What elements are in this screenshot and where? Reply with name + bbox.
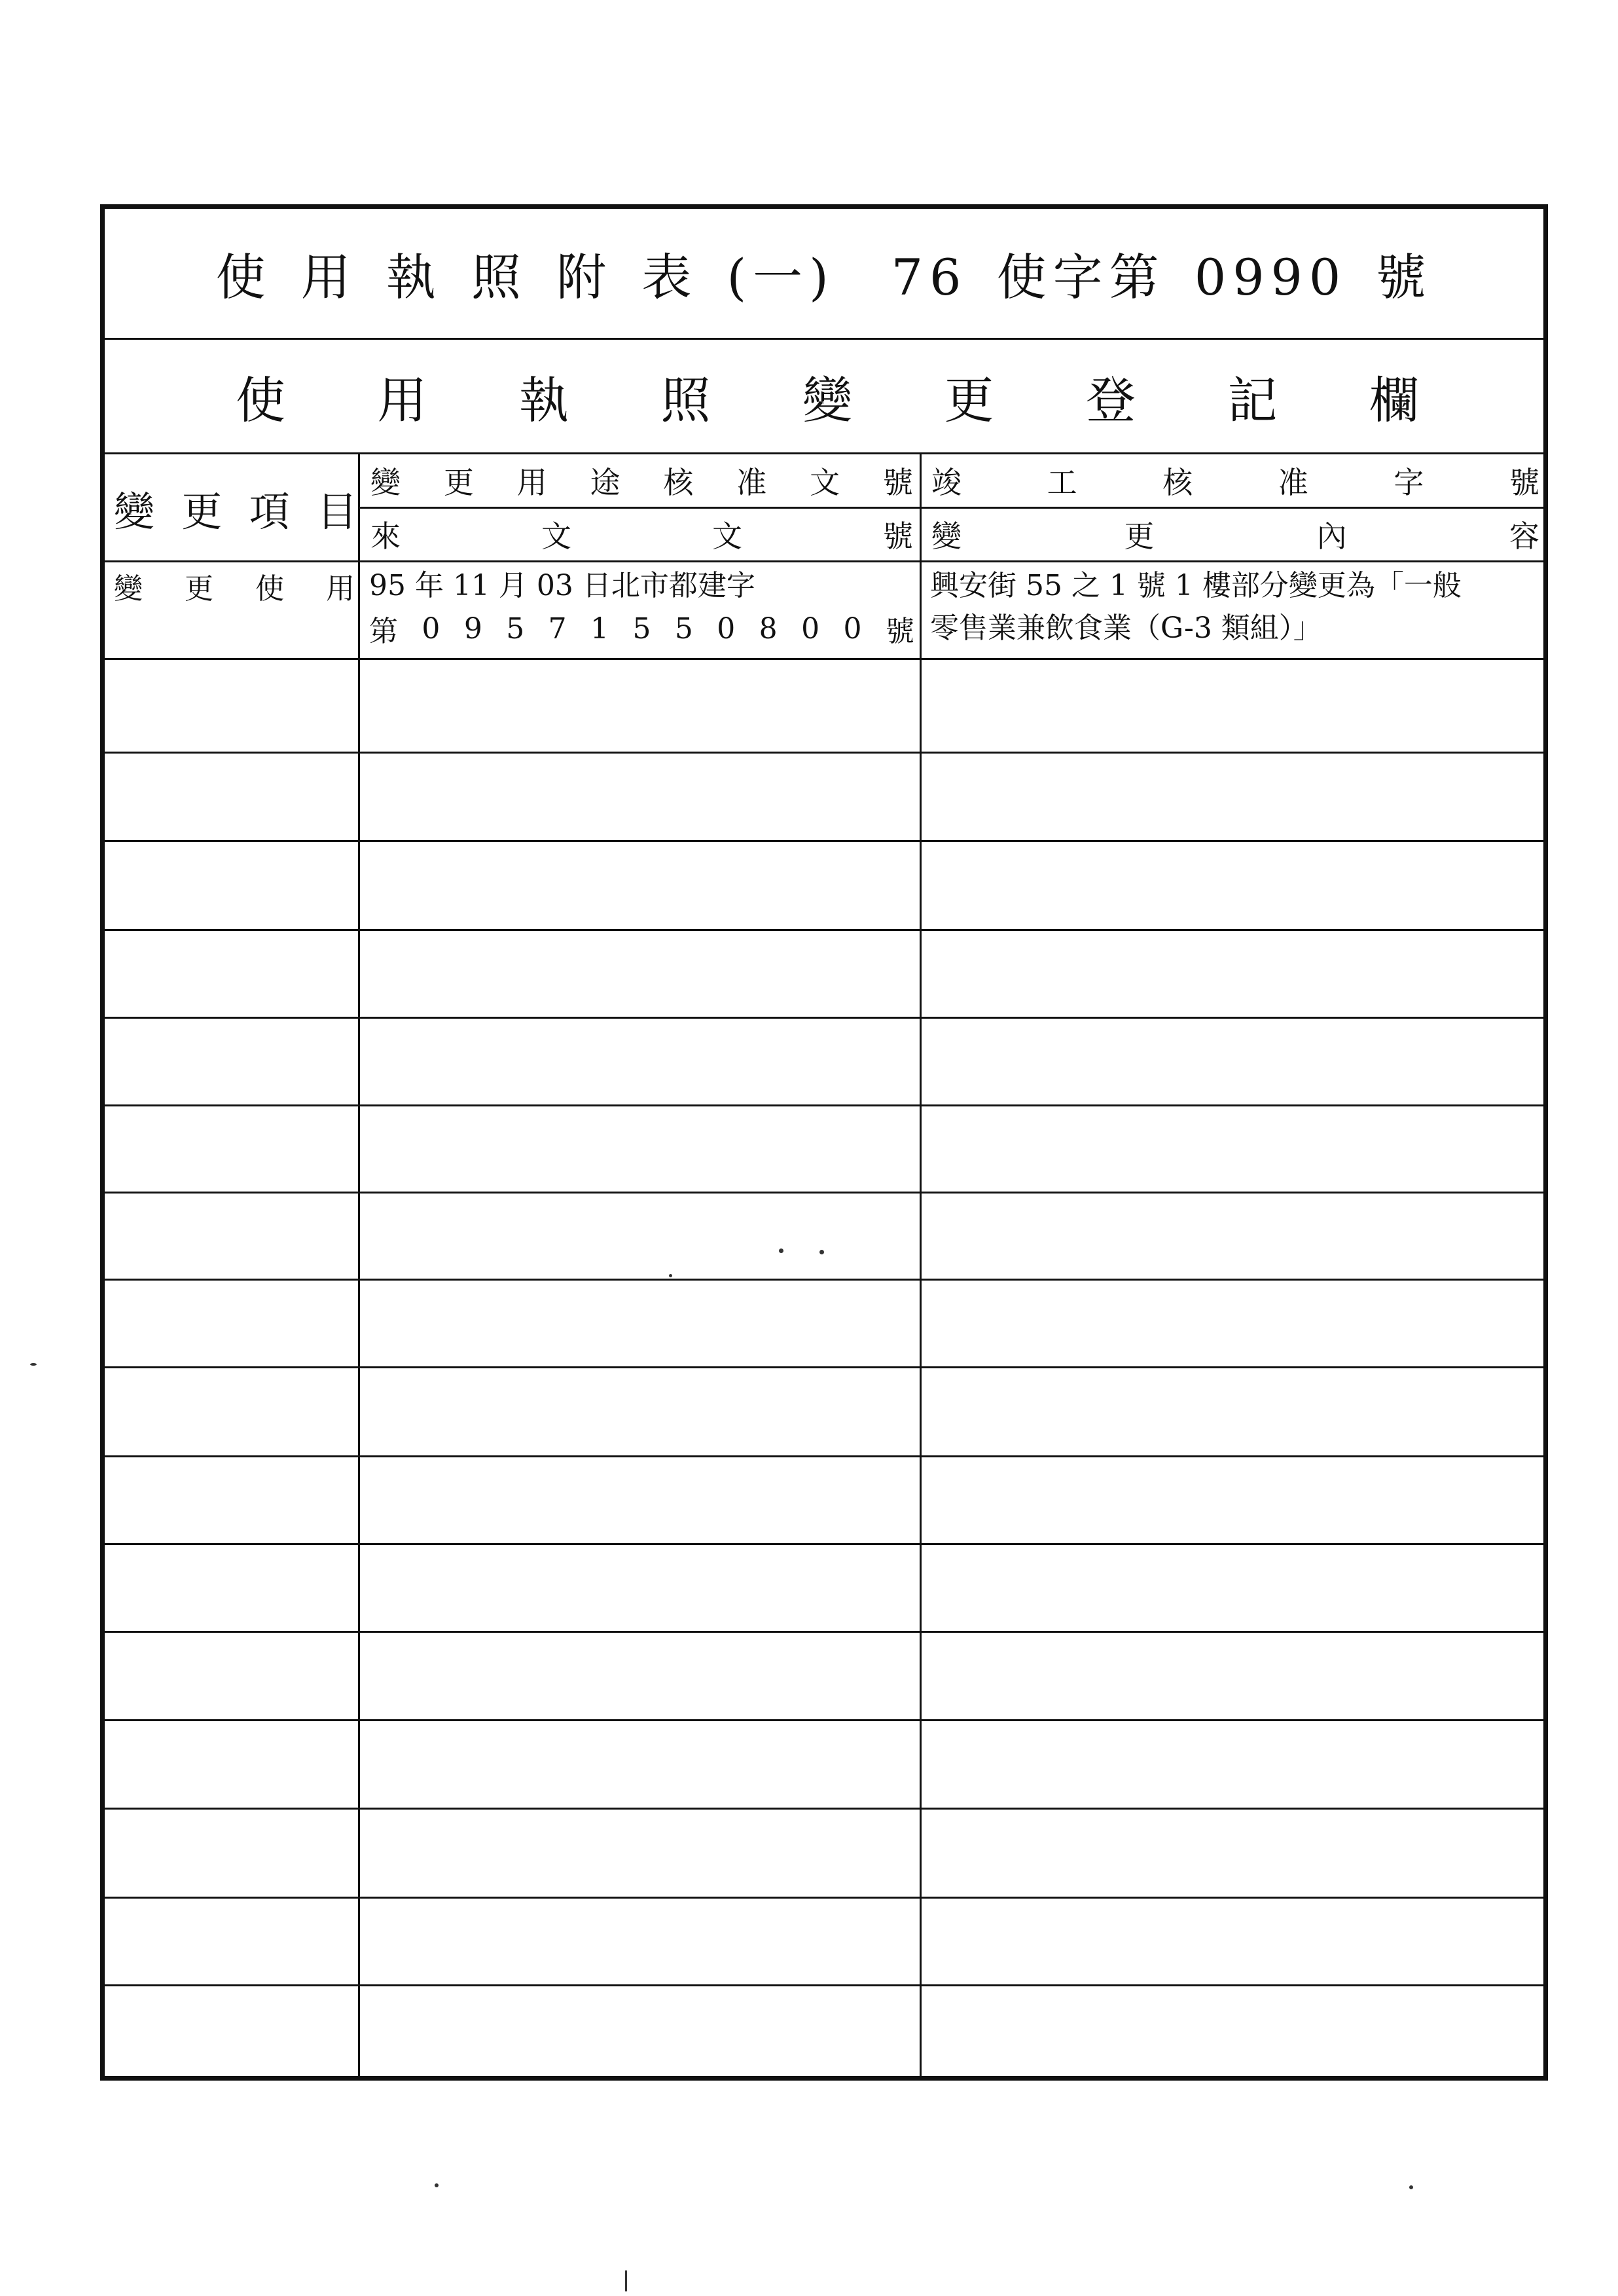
subtitle-char: 登 <box>1086 371 1136 429</box>
entry-char: 變 <box>114 572 143 606</box>
doc-char: 0 <box>843 611 862 646</box>
header-char: 變 <box>114 488 155 536</box>
header-char: 容 <box>1509 519 1539 554</box>
header-char: 用 <box>516 465 547 500</box>
scan-speck <box>819 1250 824 1254</box>
header-char: 項 <box>249 488 290 536</box>
row-line <box>105 1719 1543 1721</box>
header-char: 變 <box>931 519 962 554</box>
header-char: 號 <box>1509 465 1539 500</box>
header-char: 更 <box>1124 519 1155 554</box>
scan-speck <box>779 1248 783 1253</box>
doc-char: 5 <box>632 611 651 646</box>
row-line <box>105 1808 1543 1810</box>
header-char: 更 <box>443 465 474 500</box>
header-approval-no <box>367 455 917 506</box>
column-divider <box>358 452 360 2081</box>
doc-char: 0 <box>801 611 820 646</box>
entry-char: 用 <box>326 572 355 606</box>
row-line <box>105 658 1543 660</box>
row-line <box>105 1192 1543 1194</box>
doc-char: 0 <box>422 611 440 646</box>
header-change-content <box>927 509 1543 560</box>
entry-char: 使 <box>255 572 284 606</box>
subtitle-char: 欄 <box>1369 371 1419 429</box>
form-title: 使 用 執 照 附 表 (一) 76 使字第 0990 號 <box>215 248 1433 306</box>
header-completion-no <box>927 455 1543 506</box>
subtitle-char: 記 <box>1227 371 1278 429</box>
header-char: 准 <box>1278 465 1308 500</box>
divider <box>105 452 1543 454</box>
entry-doc-line1: 95 年 11 月 03 日北市都建字 <box>369 569 755 602</box>
header-change-item <box>114 458 357 559</box>
header-char: 文 <box>712 519 742 554</box>
row-line <box>105 1543 1543 1545</box>
row-line <box>105 1631 1543 1633</box>
row-line <box>105 929 1543 931</box>
row-line <box>105 1366 1543 1368</box>
entry-content-line2: 零售業兼飲食業（G-3 類組）」 <box>930 611 1322 645</box>
form-subtitle <box>105 340 1543 452</box>
doc-char: 8 <box>759 611 778 646</box>
row-line <box>105 840 1543 842</box>
header-char: 核 <box>663 465 694 500</box>
doc-char: 5 <box>674 611 693 646</box>
doc-char: 1 <box>590 611 609 646</box>
doc-char: 7 <box>548 611 567 646</box>
doc-char: 9 <box>463 611 482 646</box>
entry-char: 更 <box>185 572 213 606</box>
header-char: 字 <box>1393 465 1424 500</box>
scan-speck <box>1409 2185 1413 2189</box>
scan-speck <box>435 2183 439 2187</box>
header-char: 內 <box>1316 519 1347 554</box>
row-line <box>105 752 1543 754</box>
subtitle-char: 更 <box>944 371 994 429</box>
header-char: 變 <box>370 465 401 500</box>
scan-speck <box>30 1363 37 1366</box>
header-char: 文 <box>541 519 571 554</box>
header-char: 來 <box>370 519 401 554</box>
row-line <box>105 1104 1543 1106</box>
divider <box>360 507 1543 509</box>
entry-item <box>111 566 357 606</box>
row-line <box>105 1455 1543 1457</box>
subtitle-char: 照 <box>660 371 711 429</box>
form-title-row <box>105 209 1543 338</box>
entry-doc-line2 <box>367 608 917 649</box>
column-divider <box>920 452 922 2081</box>
header-char: 號 <box>882 465 913 500</box>
row-line <box>105 1017 1543 1019</box>
header-char: 文 <box>810 465 840 500</box>
doc-char: 號 <box>885 615 914 648</box>
subtitle-char: 用 <box>377 371 427 429</box>
subtitle-char: 使 <box>236 371 285 429</box>
subtitle-char: 變 <box>802 371 852 429</box>
header-char: 工 <box>1047 465 1077 500</box>
header-char: 途 <box>590 465 620 500</box>
header-char: 竣 <box>931 465 962 500</box>
scan-speck <box>669 1274 672 1277</box>
header-char: 核 <box>1162 465 1193 500</box>
header-char: 號 <box>883 519 913 554</box>
header-char: 目 <box>316 488 357 536</box>
divider <box>105 560 1543 562</box>
scan-speck <box>625 2270 627 2291</box>
doc-char: 5 <box>506 611 525 646</box>
header-char: 更 <box>181 488 223 536</box>
row-line <box>105 1279 1543 1281</box>
doc-char: 0 <box>717 611 736 646</box>
row-line <box>105 1897 1543 1899</box>
usage-permit-form <box>100 204 1548 2081</box>
doc-char: 第 <box>369 615 398 648</box>
header-char: 准 <box>736 465 767 500</box>
row-line <box>105 1984 1543 1986</box>
header-incoming-no <box>367 509 917 560</box>
subtitle-char: 執 <box>519 371 569 429</box>
entry-content-line1: 興安街 55 之 1 號 1 樓部分變更為「一般 <box>930 569 1462 602</box>
